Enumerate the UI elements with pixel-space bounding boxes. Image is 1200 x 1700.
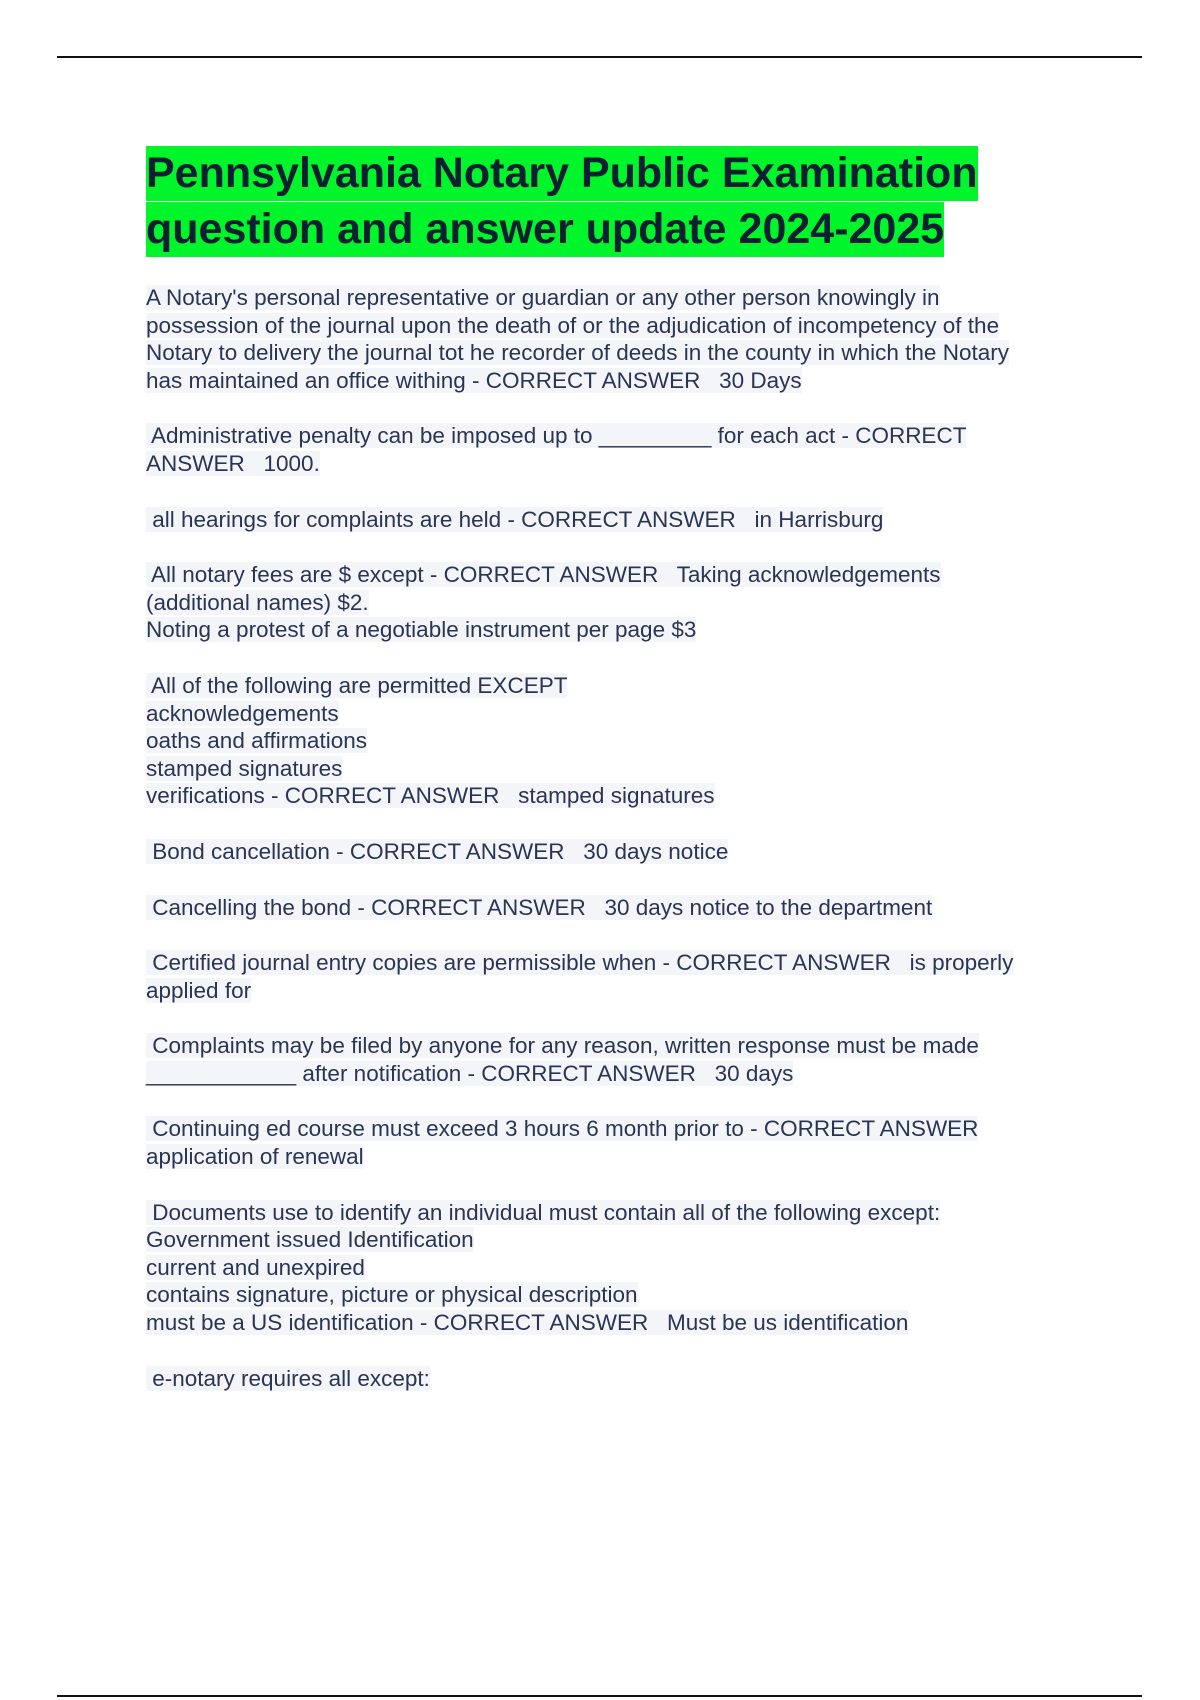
qa-line [146,755,1086,783]
bottom-rule [57,1695,1142,1697]
qa-line-text: possession of the journal upon the death of or the adjudication of incompetency of the [146,312,1000,338]
qa-line [146,1115,1086,1143]
top-rule [57,56,1142,58]
qa-line [146,949,1086,977]
qa-line-text: application of renewal [146,1144,364,1170]
qa-item [146,1032,1086,1087]
qa-item [146,949,1086,1004]
qa-line-text: current and unexpired [146,1254,365,1280]
qa-line [146,727,1086,755]
qa-line [146,1226,1086,1254]
qa-item [146,1199,1086,1337]
qa-line [146,1060,1086,1088]
qa-line-text: All of the following are permitted EXCEPT [146,672,568,698]
qa-line-text: Cancelling the bond - CORRECT ANSWER 30 days notice to the department [146,894,933,920]
qa-line [146,894,1086,922]
qa-item [146,894,1086,922]
qa-item [146,561,1086,644]
qa-line-text: ____________ after notification - CORRECT ANSWER 30 days [146,1060,794,1086]
document-title [146,146,1091,257]
qa-line-text: Notary to delivery the journal tot he recorder of deeds in the county in which the Notary [146,340,1009,366]
qa-line-text: Noting a protest of a negotiable instrument per page $3 [146,617,697,643]
qa-line [146,1309,1086,1337]
qa-line [146,422,1086,450]
qa-line-text: acknowledgements [146,700,339,726]
qa-line-text: has maintained an office withing - CORRECT ANSWER 30 Days [146,367,802,393]
qa-line-text: A Notary's personal representative or guardian or any other person knowingly in [146,285,940,310]
qa-line [146,1365,1086,1393]
qa-line [146,589,1086,617]
qa-line [146,838,1086,866]
qa-line-text: all hearings for complaints are held - CORRECT ANSWER in Harrisburg [146,506,884,532]
qa-line [146,367,1086,395]
qa-item [146,422,1086,477]
qa-item [146,1365,1086,1393]
qa-line-text: applied for [146,977,252,1003]
qa-line-text: Government issued Identification [146,1227,474,1253]
qa-line-text: verifications - CORRECT ANSWER stamped signatures [146,783,715,809]
qa-line [146,700,1086,728]
title-line-2: question and answer update 2024-2025 [146,202,944,257]
qa-item [146,506,1086,534]
qa-line [146,616,1086,644]
qa-line [146,561,1086,589]
qa-line [146,782,1086,810]
qa-line [146,506,1086,534]
qa-line-text: contains signature, picture or physical description [146,1282,638,1308]
qa-line [146,672,1086,700]
qa-line-text: must be a US identification - CORRECT ANSWER Must be us identification [146,1310,909,1336]
qa-line [146,1254,1086,1282]
qa-line [146,339,1086,367]
qa-line [146,284,1086,312]
qa-line-text: Certified journal entry copies are permissible when - CORRECT ANSWER is properly [146,950,1014,976]
qa-line-text: e-notary requires all except: [146,1365,430,1391]
qa-line-text: stamped signatures [146,755,343,781]
qa-line-text: Documents use to identify an individual must contain all of the following except: [146,1199,941,1225]
qa-line [146,1143,1086,1171]
qa-line-text: Complaints may be filed by anyone for any reason, written response must be made [146,1033,979,1059]
qa-line [146,1281,1086,1309]
qa-item [146,838,1086,866]
qa-line [146,1199,1086,1227]
qa-line [146,1032,1086,1060]
qa-line [146,450,1086,478]
qa-line-text: (additional names) $2. [146,589,369,615]
qa-line-text: All notary fees are $ except - CORRECT ANSWER Taking acknowledgements [146,562,941,588]
qa-item [146,284,1086,394]
qa-list [146,284,1086,1420]
title-line-1: Pennsylvania Notary Public Examination [146,146,978,201]
qa-line-text: Continuing ed course must exceed 3 hours 6 month prior to - CORRECT ANSWER [146,1116,979,1142]
qa-line-text: oaths and affirmations [146,728,367,754]
qa-line [146,312,1086,340]
qa-line [146,977,1086,1005]
qa-line-text: Bond cancellation - CORRECT ANSWER 30 days notice [146,838,729,864]
qa-item [146,672,1086,810]
qa-line-text: ANSWER 1000. [146,450,320,476]
qa-item [146,1115,1086,1170]
qa-line-text: Administrative penalty can be imposed up to _________ for each act - CORRECT [146,423,967,449]
